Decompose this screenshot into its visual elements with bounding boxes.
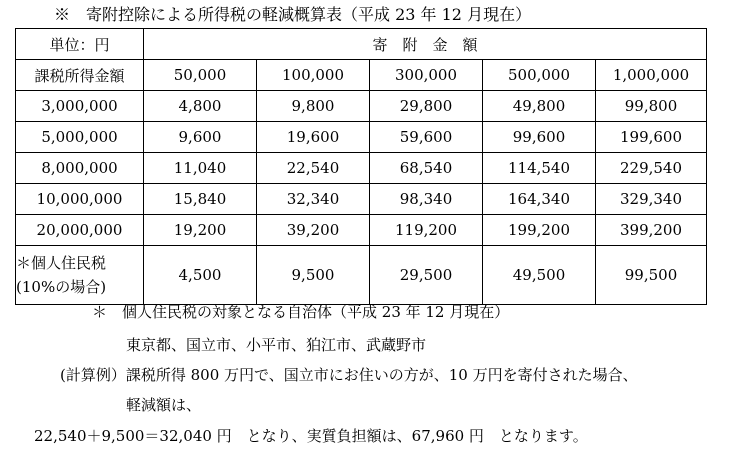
table-row xyxy=(16,122,707,153)
reduction-cell: 164,340 xyxy=(483,184,596,215)
resident-tax-note: ＊ 個人住民税の対象となる自治体（平成 23 年 12 月現在） xyxy=(92,303,510,321)
reduction-cell: 22,540 xyxy=(257,153,370,184)
income-cell: 3,000,000 xyxy=(16,91,144,122)
example-line-3: 22,540＋9,500＝32,040 円 となり、実質負担額は、67,960 円 となります。 xyxy=(34,427,588,445)
reduction-cell: 68,540 xyxy=(370,153,483,184)
table-row xyxy=(16,184,707,215)
example-line-1: (計算例）課税所得 800 万円で、国立市にお住いの方が、10 万円を寄付された場合、 xyxy=(60,366,638,384)
reduction-cell: 229,540 xyxy=(596,153,707,184)
resident-tax-cell: 29,500 xyxy=(370,246,483,305)
reduction-cell: 119,200 xyxy=(370,215,483,246)
unit-label: 単位：円 xyxy=(16,29,144,60)
reduction-cell: 99,800 xyxy=(596,91,707,122)
resident-tax-label xyxy=(16,246,144,305)
reduction-cell: 39,200 xyxy=(257,215,370,246)
tax-reduction-table xyxy=(15,28,707,305)
income-cell: 20,000,000 xyxy=(16,215,144,246)
example-line-2: 軽減額は、 xyxy=(126,396,202,414)
donation-amount-cell: 100,000 xyxy=(257,60,370,91)
table-row xyxy=(16,153,707,184)
resident-tax-row xyxy=(16,246,707,305)
donation-amount-cell: 50,000 xyxy=(144,60,257,91)
resident-tax-cell: 9,500 xyxy=(257,246,370,305)
reduction-cell: 11,040 xyxy=(144,153,257,184)
reduction-cell: 114,540 xyxy=(483,153,596,184)
reduction-cell: 199,600 xyxy=(596,122,707,153)
resident-tax-cell: 49,500 xyxy=(483,246,596,305)
reduction-cell: 98,340 xyxy=(370,184,483,215)
donation-amount-cell: 1,000,000 xyxy=(596,60,707,91)
resident-tax-label-line1: ＊個人住民税 xyxy=(16,254,107,272)
reduction-cell: 59,600 xyxy=(370,122,483,153)
table-row xyxy=(16,91,707,122)
reduction-cell: 29,800 xyxy=(370,91,483,122)
resident-tax-cell: 99,500 xyxy=(596,246,707,305)
reduction-cell: 99,600 xyxy=(483,122,596,153)
reduction-cell: 199,200 xyxy=(483,215,596,246)
table-header-row xyxy=(16,29,707,60)
resident-tax-cell: 4,500 xyxy=(144,246,257,305)
reduction-cell: 15,840 xyxy=(144,184,257,215)
resident-tax-label-line2: (10%の場合) xyxy=(16,278,107,296)
reduction-cell: 19,200 xyxy=(144,215,257,246)
municipality-list: 東京都、国立市、小平市、狛江市、武蔵野市 xyxy=(126,336,427,354)
donation-amount-cell: 300,000 xyxy=(370,60,483,91)
reduction-cell: 399,200 xyxy=(596,215,707,246)
income-cell: 8,000,000 xyxy=(16,153,144,184)
reduction-cell: 19,600 xyxy=(257,122,370,153)
reduction-cell: 49,800 xyxy=(483,91,596,122)
reduction-cell: 9,600 xyxy=(144,122,257,153)
reduction-cell: 9,800 xyxy=(257,91,370,122)
donation-header xyxy=(144,29,707,60)
donation-amount-row xyxy=(16,60,707,91)
page-title: ※ 寄附控除による所得税の軽減概算表（平成 23 年 12 月現在） xyxy=(54,5,532,24)
donation-header-label: 寄 附 金 額 xyxy=(372,35,478,54)
reduction-cell: 32,340 xyxy=(257,184,370,215)
donation-amount-cell: 500,000 xyxy=(483,60,596,91)
reduction-cell: 329,340 xyxy=(596,184,707,215)
income-cell: 10,000,000 xyxy=(16,184,144,215)
income-header: 課税所得金額 xyxy=(16,60,144,91)
income-cell: 5,000,000 xyxy=(16,122,144,153)
table-row xyxy=(16,215,707,246)
reduction-cell: 4,800 xyxy=(144,91,257,122)
